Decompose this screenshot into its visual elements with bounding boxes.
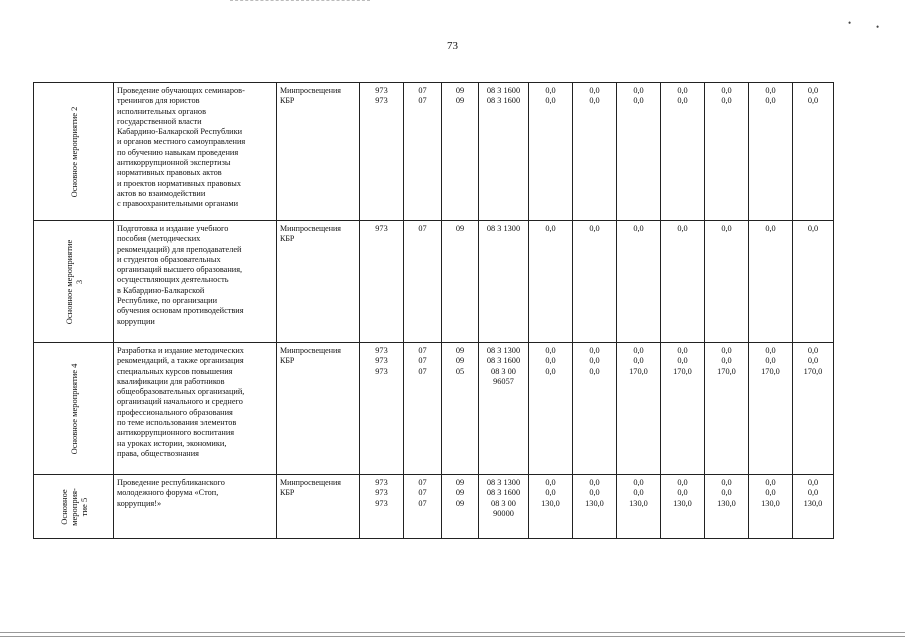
grbs-value: 973 bbox=[375, 478, 388, 487]
executor-cell bbox=[277, 83, 360, 221]
activity-title-line: организаций высшего образования, bbox=[117, 265, 243, 275]
y2-value: 0,0 bbox=[589, 96, 600, 106]
executor-line: Минпросвещения bbox=[280, 224, 341, 233]
activity-label bbox=[69, 363, 79, 454]
y1-cell bbox=[529, 83, 573, 221]
y4-value: 130,0 bbox=[673, 498, 692, 508]
rz-value: 07 bbox=[418, 224, 427, 233]
table-row bbox=[34, 83, 834, 221]
y4-value: 0,0 bbox=[677, 478, 688, 487]
y1-value: 0,0 bbox=[545, 356, 556, 366]
y4-value: 0,0 bbox=[677, 224, 688, 233]
y2-cell bbox=[573, 475, 617, 539]
y5-value: 0,0 bbox=[721, 346, 732, 355]
activity-title-line: нормативных правовых актов bbox=[117, 168, 222, 178]
y3-cell bbox=[617, 343, 661, 475]
activity-title-line: осуществляющих деятельность bbox=[117, 275, 229, 285]
rz-value: 07 bbox=[418, 488, 427, 498]
activity-label-line: Основное мероприятие 4 bbox=[68, 363, 79, 454]
rz-value: 07 bbox=[418, 478, 427, 487]
activity-title-line: антикоррупционной экспертизы bbox=[117, 158, 231, 168]
activity-title-line: Кабардино-Балкарской Республики bbox=[117, 127, 243, 137]
budget-table bbox=[33, 82, 834, 539]
csr-value: 08 3 00 bbox=[491, 498, 516, 508]
y7-value: 0,0 bbox=[807, 224, 819, 233]
table-row bbox=[34, 343, 834, 475]
csr-value: 08 3 1600 bbox=[486, 86, 521, 95]
y4-value: 0,0 bbox=[677, 96, 688, 106]
grbs-cell bbox=[360, 221, 404, 343]
y1-value: 0,0 bbox=[545, 488, 556, 498]
activity-label-line: Основное bbox=[58, 488, 69, 525]
y1-value: 0,0 bbox=[545, 224, 556, 233]
y6-value: 0,0 bbox=[765, 96, 776, 106]
csr-cell bbox=[479, 343, 529, 475]
y1-cell bbox=[529, 475, 573, 539]
y7-value: 0,0 bbox=[807, 346, 819, 355]
pr-cell bbox=[442, 343, 479, 475]
csr-value: 08 3 1600 bbox=[486, 356, 521, 366]
y5-cell bbox=[705, 83, 749, 221]
activity-label-line: 3 bbox=[73, 279, 84, 284]
activity-title-line: коррупции bbox=[117, 316, 155, 326]
grbs-value: 973 bbox=[375, 346, 388, 355]
activity-title-line: на уроках истории, экономики, bbox=[117, 438, 227, 448]
y1-value: 0,0 bbox=[545, 366, 556, 376]
y6-cell bbox=[749, 343, 793, 475]
y6-value: 170,0 bbox=[761, 366, 780, 376]
table-row bbox=[34, 475, 834, 539]
csr-value: 96057 bbox=[493, 376, 514, 386]
activity-label-line: Основное мероприятие 2 bbox=[68, 106, 79, 197]
activity-title-line: и проектов нормативных правовых bbox=[117, 178, 242, 188]
y4-cell bbox=[661, 475, 705, 539]
y6-value: 0,0 bbox=[765, 346, 776, 355]
activity-title-line: актов во взаимодействии bbox=[117, 188, 206, 198]
y2-value: 0,0 bbox=[589, 86, 600, 95]
y1-cell bbox=[529, 221, 573, 343]
executor-cell bbox=[277, 475, 360, 539]
y6-value: 0,0 bbox=[765, 356, 776, 366]
y1-value: 0,0 bbox=[545, 478, 556, 487]
rz-value: 07 bbox=[418, 86, 427, 95]
y3-value: 0,0 bbox=[633, 96, 644, 106]
y4-cell bbox=[661, 83, 705, 221]
y5-value: 130,0 bbox=[717, 498, 736, 508]
activity-title-line: общеобразовательных организаций, bbox=[117, 387, 245, 397]
activity-title-line: профессионального образования bbox=[117, 407, 233, 417]
activity-title-line: по обучению навыкам проведения bbox=[117, 147, 239, 157]
y7-cell bbox=[793, 221, 834, 343]
pr-value: 09 bbox=[455, 346, 465, 355]
activity-title-line: Проведение республиканского bbox=[117, 478, 225, 487]
grbs-value: 973 bbox=[375, 488, 388, 498]
y6-value: 130,0 bbox=[761, 498, 780, 508]
activity-title-line: специальных курсов повышения bbox=[117, 366, 233, 376]
y3-cell bbox=[617, 475, 661, 539]
y5-value: 0,0 bbox=[721, 488, 732, 498]
activity-title-line: рекомендаций, а также организация bbox=[117, 356, 244, 366]
y6-value: 0,0 bbox=[765, 488, 776, 498]
grbs-value: 973 bbox=[375, 356, 388, 366]
rz-value: 07 bbox=[418, 366, 427, 376]
y5-cell bbox=[705, 343, 749, 475]
y3-cell bbox=[617, 83, 661, 221]
grbs-value: 973 bbox=[375, 498, 388, 508]
csr-value: 90000 bbox=[493, 508, 514, 518]
y6-cell bbox=[749, 83, 793, 221]
executor-line: Минпросвещения bbox=[280, 86, 341, 95]
pr-value: 09 bbox=[455, 478, 465, 487]
scan-edge-line bbox=[0, 632, 905, 633]
y1-value: 0,0 bbox=[545, 86, 556, 95]
activity-label-line: Основное мероприятие bbox=[63, 239, 74, 324]
y2-value: 0,0 bbox=[589, 488, 600, 498]
y4-value: 170,0 bbox=[673, 366, 692, 376]
y2-cell bbox=[573, 83, 617, 221]
y7-value: 170,0 bbox=[803, 366, 823, 376]
activity-title-line: рекомендаций) для преподавателей bbox=[117, 244, 242, 254]
executor-line: КБР bbox=[280, 234, 295, 244]
pr-cell bbox=[442, 475, 479, 539]
y7-value: 0,0 bbox=[807, 96, 819, 106]
page-number: 73 bbox=[447, 40, 458, 52]
executor-line: КБР bbox=[280, 488, 295, 498]
y2-value: 0,0 bbox=[589, 346, 600, 355]
pr-value: 05 bbox=[455, 366, 465, 376]
activity-title-line: государственной власти bbox=[117, 116, 202, 126]
executor-line: Минпросвещения bbox=[280, 346, 341, 355]
y5-cell bbox=[705, 475, 749, 539]
activity-title-line: тренингов для юристов bbox=[117, 96, 200, 106]
y5-value: 0,0 bbox=[721, 224, 732, 233]
y4-value: 0,0 bbox=[677, 86, 688, 95]
pr-value: 09 bbox=[455, 224, 465, 233]
activity-title-line: организаций начального и среднего bbox=[117, 397, 243, 407]
csr-value: 08 3 1300 bbox=[486, 224, 521, 233]
y3-cell bbox=[617, 221, 661, 343]
y7-value: 130,0 bbox=[803, 498, 823, 508]
y1-value: 0,0 bbox=[545, 96, 556, 106]
pr-value: 09 bbox=[455, 96, 465, 106]
y7-value: 0,0 bbox=[807, 488, 819, 498]
y7-cell bbox=[793, 83, 834, 221]
csr-cell bbox=[479, 221, 529, 343]
grbs-cell bbox=[360, 343, 404, 475]
executor-line: КБР bbox=[280, 356, 295, 366]
scan-artifact-top bbox=[230, 0, 370, 3]
y3-value: 0,0 bbox=[633, 356, 644, 366]
y5-value: 0,0 bbox=[721, 96, 732, 106]
activity-title-line: Подготовка и издание учебного bbox=[117, 224, 229, 233]
activity-title-line: с правоохранительными органами bbox=[117, 199, 239, 209]
y2-cell bbox=[573, 221, 617, 343]
activity-title-line: коррупция!» bbox=[117, 498, 162, 508]
table-row bbox=[34, 221, 834, 343]
y3-value: 0,0 bbox=[633, 488, 644, 498]
activity-title-line: права, обществознания bbox=[117, 448, 199, 458]
y6-value: 0,0 bbox=[765, 86, 776, 95]
csr-value: 08 3 1600 bbox=[486, 96, 521, 106]
y1-value: 130,0 bbox=[541, 498, 560, 508]
grbs-value: 973 bbox=[375, 224, 388, 233]
rz-value: 07 bbox=[418, 96, 427, 106]
pr-cell bbox=[442, 221, 479, 343]
y5-value: 0,0 bbox=[721, 478, 732, 487]
y3-value: 130,0 bbox=[629, 498, 648, 508]
y5-value: 0,0 bbox=[721, 86, 732, 95]
y2-value: 130,0 bbox=[585, 498, 604, 508]
activity-title-line: квалификации для работников bbox=[117, 376, 225, 386]
activity-title-cell bbox=[114, 343, 277, 475]
activity-label-cell bbox=[34, 343, 114, 475]
activity-label-line: тие 5 bbox=[78, 497, 89, 516]
y6-cell bbox=[749, 221, 793, 343]
y6-value: 0,0 bbox=[765, 224, 776, 233]
activity-title-line: антикоррупционного воспитания bbox=[117, 428, 235, 438]
y6-value: 0,0 bbox=[765, 478, 776, 487]
scan-edge-line bbox=[0, 636, 905, 637]
activity-title-line: пособия (методических bbox=[117, 234, 201, 244]
activity-title-line: молодежного форума «Стоп, bbox=[117, 488, 219, 498]
csr-value: 08 3 1300 bbox=[486, 346, 521, 355]
csr-cell bbox=[479, 83, 529, 221]
rz-cell bbox=[404, 475, 442, 539]
activity-label bbox=[64, 239, 84, 323]
y1-cell bbox=[529, 343, 573, 475]
activity-title-line: Проведение обучающих семинаров- bbox=[117, 86, 245, 95]
activity-label-cell bbox=[34, 475, 114, 539]
y3-value: 170,0 bbox=[629, 366, 648, 376]
y3-value: 0,0 bbox=[633, 86, 644, 95]
y5-value: 170,0 bbox=[717, 366, 736, 376]
rz-cell bbox=[404, 343, 442, 475]
activity-title-line: обучения основам противодействия bbox=[117, 306, 244, 316]
activity-title-line: и студентов образовательных bbox=[117, 254, 221, 264]
y5-value: 0,0 bbox=[721, 356, 732, 366]
activity-label-line: мероприя- bbox=[68, 487, 79, 526]
y2-value: 0,0 bbox=[589, 224, 600, 233]
y3-value: 0,0 bbox=[633, 224, 644, 233]
activity-title-cell bbox=[114, 83, 277, 221]
y7-value: 0,0 bbox=[807, 356, 819, 366]
pr-value: 09 bbox=[455, 356, 465, 366]
rz-cell bbox=[404, 221, 442, 343]
pr-value: 09 bbox=[455, 498, 465, 508]
y5-cell bbox=[705, 221, 749, 343]
grbs-cell bbox=[360, 475, 404, 539]
activity-title-line: по теме использования элементов bbox=[117, 418, 237, 428]
y2-value: 0,0 bbox=[589, 478, 600, 487]
scan-speck: • bbox=[848, 18, 852, 28]
y7-cell bbox=[793, 343, 834, 475]
pr-value: 09 bbox=[455, 488, 465, 498]
y2-value: 0,0 bbox=[589, 366, 600, 376]
rz-cell bbox=[404, 83, 442, 221]
activity-title-line: и органов местного самоуправления bbox=[117, 137, 246, 147]
csr-value: 08 3 00 bbox=[491, 366, 516, 376]
y7-cell bbox=[793, 475, 834, 539]
y4-value: 0,0 bbox=[677, 488, 688, 498]
pr-value: 09 bbox=[455, 86, 465, 95]
y3-value: 0,0 bbox=[633, 346, 644, 355]
y1-value: 0,0 bbox=[545, 346, 556, 355]
rz-value: 07 bbox=[418, 498, 427, 508]
activity-title-line: исполнительных органов bbox=[117, 106, 206, 116]
grbs-cell bbox=[360, 83, 404, 221]
activity-label-cell bbox=[34, 83, 114, 221]
executor-cell bbox=[277, 343, 360, 475]
grbs-value: 973 bbox=[375, 366, 388, 376]
grbs-value: 973 bbox=[375, 96, 388, 106]
activity-label bbox=[59, 488, 89, 526]
y4-cell bbox=[661, 343, 705, 475]
scan-speck: • bbox=[876, 22, 880, 32]
rz-value: 07 bbox=[418, 356, 427, 366]
y2-cell bbox=[573, 343, 617, 475]
y4-value: 0,0 bbox=[677, 346, 688, 355]
activity-title-line: Разработка и издание методических bbox=[117, 346, 244, 355]
executor-line: Минпросвещения bbox=[280, 478, 341, 487]
y3-value: 0,0 bbox=[633, 478, 644, 487]
activity-title-line: в Кабардино-Балкарской bbox=[117, 285, 205, 295]
y6-cell bbox=[749, 475, 793, 539]
csr-value: 08 3 1300 bbox=[486, 478, 521, 487]
executor-line: КБР bbox=[280, 96, 295, 106]
y7-value: 0,0 bbox=[807, 478, 819, 487]
y7-value: 0,0 bbox=[807, 86, 819, 95]
csr-cell bbox=[479, 475, 529, 539]
y4-value: 0,0 bbox=[677, 356, 688, 366]
executor-cell bbox=[277, 221, 360, 343]
activity-title-cell bbox=[114, 221, 277, 343]
activity-label bbox=[69, 106, 79, 197]
pr-cell bbox=[442, 83, 479, 221]
activity-title-line: Республике, по организации bbox=[117, 296, 218, 306]
rz-value: 07 bbox=[418, 346, 427, 355]
activity-title-cell bbox=[114, 475, 277, 539]
activity-label-cell bbox=[34, 221, 114, 343]
grbs-value: 973 bbox=[375, 86, 388, 95]
y4-cell bbox=[661, 221, 705, 343]
y2-value: 0,0 bbox=[589, 356, 600, 366]
csr-value: 08 3 1600 bbox=[486, 488, 521, 498]
